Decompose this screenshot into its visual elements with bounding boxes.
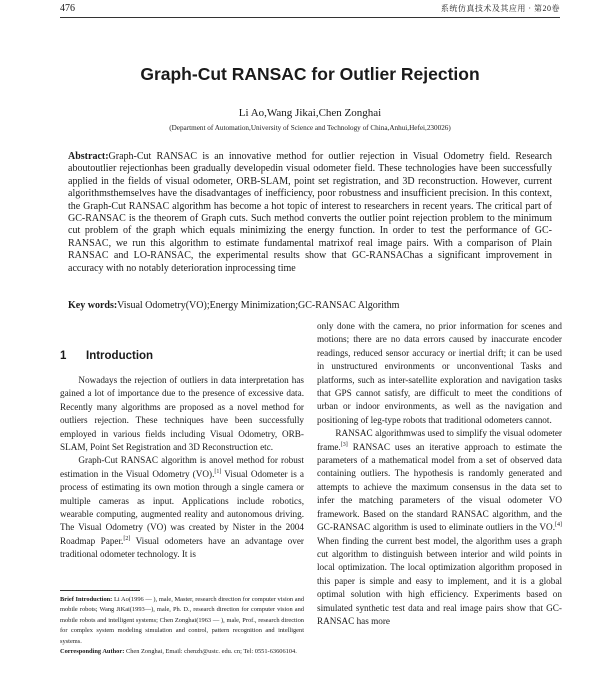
footnote-corr-text: Chen Zonghai, Email: chenzh@ustc. edu. cn; Tel: 0551-63606104. (124, 648, 297, 656)
footnote-corr-label: Corresponding Author: (60, 648, 125, 656)
abstract (68, 151, 552, 283)
intro-paragraph-1: Nowadays the rejection of outliers in data interpretation has gained a lot of importance due to the presence of excessive data. Recently many algorithms are proposed as a novel method for outliers rejection. These techniques have been successfully employed in various fields including Visual Odometry, ORB-SLAM, Point Set Registration and 3D Reconstruction etc. (60, 375, 304, 453)
paper-title: Graph-Cut RANSAC for Outlier Rejection (140, 64, 480, 84)
page-number: 476 (60, 3, 75, 14)
left-column-body (60, 374, 304, 588)
citation-3[interactable]: [3] (340, 441, 348, 448)
right-paragraph-2 (317, 427, 562, 628)
intro-paragraph-2 (60, 454, 304, 561)
intro-p2-text-c: Visual odometers have an advantage over traditional odometer technology. It is (60, 535, 304, 560)
right-p2-text-b: RANSAC uses an iterative approach to estimate the parameters of a mathematical model from a set of observed data containing outliers. The hypothesis is randomly generated and attempts to achieve the maximum consensus in the data set to infer the matching parameters of the visual odometer VO framework. Based on the standard RANSAC algorithm, and the GC-RANSAC algorithm is used to eliminate outliers in the VO. (317, 441, 562, 533)
right-column-body (317, 320, 562, 687)
citation-2[interactable]: [2] (123, 535, 131, 542)
paper-authors: Li Ao,Wang Jikai,Chen Zonghai (238, 107, 382, 119)
journal-name: 系统仿真技术及其应用 · 第20卷 (440, 4, 560, 13)
author-footnote (60, 595, 304, 685)
header-bar (60, 3, 560, 15)
paper-affiliation: (Department of Automation,University of Science and Technology of China,Anhui,Hefei,230026) (169, 124, 451, 132)
section-number: 1 (60, 350, 67, 362)
footnote-intro-text: Li Ao(1996 — ), male, Master, research direction for computer vision and mobile robots; Wang JiKai(1993—), male, Ph. D., research direction for computer vision and mobile robots and intelligent systems; Chen Zonghai(1963 — ), male, Prof., research direction for complex system modeling simulation and control, pattern recognition and intelligent systems. (60, 596, 304, 645)
right-p2-text-c: When finding the current best model, the algorithm uses a graph cut algorithm to distinguish between interior and wild points in local optimization. The local optimization algorithm proposed in this paper is simple and easy to implement, and it is a global optimal solution with high efficiency. Experiments based on simulated synthetic test data and real image pairs show that GC-RANSAC has more (317, 535, 562, 626)
section-heading-introduction (60, 350, 304, 362)
keywords (68, 300, 552, 312)
right-p2-text-a: RANSAC algorithmwas used to simplify the visual odometer frame. (317, 428, 562, 452)
citation-4[interactable]: [4] (555, 522, 562, 529)
intro-p2-text-b: Visual Odometer is a process of estimating its own motion through a single camera or multiple cameras as input. Applications include robotics, wearable computing, augmented reality and autonomous driving. The Visual Odometry (VO) was created by Nister in the 2004 Roadmap Paper. (60, 468, 304, 546)
header-rule (60, 17, 560, 18)
right-paragraph-1: only done with the camera, no prior information for scenes and motions; there are no data errors caused by inaccurate encoder readings, reduced sensor accuracy or inertial drift; it can be used in unstructured environments or unconventional Tasks and platforms, such as inter-satellite exploration and navigation tasks that GPS cannot satisfy, are difficult to meet the conditions of urban or indoor environments, as well as the navigation and positioning of leg-type robots that traditional odometers cannot. (317, 321, 562, 425)
abstract-label: Abstract: (68, 151, 109, 162)
footnote-intro-label: Brief Introduction: (60, 596, 113, 603)
keywords-label: Key words: (68, 300, 118, 311)
footnote-rule (60, 590, 140, 591)
keywords-text: Visual Odometry(VO);Energy Minimization;GC-RANSAC Algorithm (117, 300, 400, 311)
section-title: Introduction (86, 350, 154, 362)
abstract-text: Graph-Cut RANSAC is an innovative method for outlier rejection in Visual Odometry field. Research aboutoutlier rejectionhas been gradually developedin visual odometer field. These technologies have been successfully applied in the fields of visual odometer, ORB-SLAM, point set registration, and 3D reconstruction. However, current algorithmsthemselves have the disadvantages of inefficiency, poor robustness and insufficient precision. In this context, the Graph-Cut RANSAC algorithm has become a hot topic of interest to researchers in recent years. The critical part of GC-RANSAC is the theorem of Graph cuts. Such method converts the outlier point rejection problem to the minimum cut problem of the graph which equals minimizing the energy function. In order to test the performance of GC-RANSAC, we run this algorithm to estimate fundamental matrixof real image pairs. With a comparison of Plain RANSAC and LO-RANSAC, the experimental results show that GC-RANSAChas a significant improvement in accuracy with no notably deterioration inprocessing time (68, 151, 552, 274)
citation-1[interactable]: [1] (214, 468, 222, 475)
intro-p2-text-a: Graph-Cut RANSAC algorithm is anovel method for robust estimation in the Visual Odometry (VO). (60, 455, 304, 479)
